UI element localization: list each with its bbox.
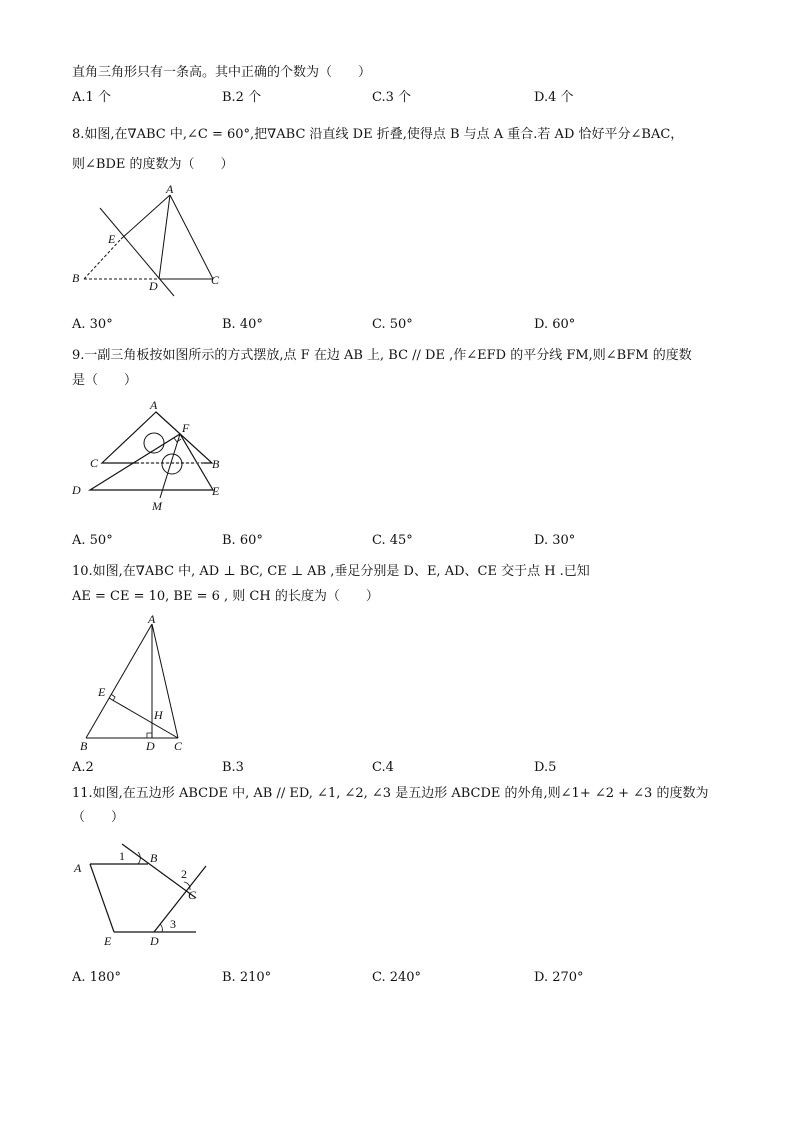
q9-label-c: C	[90, 456, 99, 470]
q9-option-c: C. 45°	[372, 533, 413, 548]
q9-option-b: B. 60°	[222, 533, 263, 548]
q10-label-e: E	[98, 685, 106, 699]
q9-option-a: A. 50°	[72, 533, 113, 548]
q8-stem-line2: 则∠BDE 的度数为（ ）	[72, 157, 234, 172]
q11-label-angle2: 2	[181, 867, 187, 881]
q8-option-c: C. 50°	[372, 317, 413, 332]
q8-label-c: C	[211, 273, 220, 287]
q10-stem-line2: AE = CE = 10, BE = 6 , 则 CH 的长度为（ ）	[72, 589, 379, 604]
q10-option-a: A.2	[72, 760, 94, 775]
q10-label-c: C	[174, 739, 183, 753]
q8-option-a: A. 30°	[72, 317, 113, 332]
q7-option-c: C.3 个	[372, 90, 412, 105]
q10-option-d: D.5	[534, 760, 557, 775]
q9-stem-line1: 9.一副三角板按如图所示的方式摆放,点 F 在边 AB 上, BC // DE ,作∠EFD 的平分线 FM,则∠BFM 的度数	[72, 348, 692, 363]
q11-stem-line1: 11.如图,在五边形 ABCDE 中, AB // ED, ∠1, ∠2, ∠3 是五边形 ABCDE 的外角,则∠1+ ∠2 + ∠3 的度数为	[72, 786, 709, 801]
q8-option-b: B. 40°	[222, 317, 263, 332]
q10-stem-line1: 10.如图,在∇ABC 中, AD ⊥ BC, CE ⊥ AB ,垂足分别是 D、E, AD、CE 交于点 H .已知	[72, 564, 590, 579]
q9-figure	[66, 394, 236, 516]
q11-label-e: E	[104, 934, 112, 948]
q11-option-a: A. 180°	[72, 970, 121, 985]
q9-label-d: D	[72, 483, 81, 497]
q11-label-angle3: 3	[170, 917, 176, 931]
q7-option-d: D.4 个	[534, 90, 574, 105]
q8-label-b: B	[72, 271, 80, 285]
q8-figure	[66, 182, 226, 302]
q11-label-c: C	[188, 888, 197, 902]
q9-label-a: A	[150, 398, 158, 412]
q11-figure	[66, 836, 216, 954]
q11-label-b: B	[150, 851, 158, 865]
q9-option-d: D. 30°	[534, 533, 576, 548]
q9-stem-line2: 是（ ）	[72, 373, 138, 388]
q10-figure	[72, 612, 202, 754]
q8-label-e: E	[108, 232, 116, 246]
q9-label-m: M	[152, 499, 162, 513]
q11-option-b: B. 210°	[222, 970, 272, 985]
q11-label-angle1: 1	[119, 849, 125, 863]
q10-label-a: A	[148, 612, 156, 626]
q9-label-b: B	[212, 457, 220, 471]
q11-option-c: C. 240°	[372, 970, 422, 985]
q8-option-d: D. 60°	[534, 317, 576, 332]
q11-label-d: D	[150, 934, 159, 948]
q9-label-e: E	[212, 484, 220, 498]
q11-option-d: D. 270°	[534, 970, 584, 985]
q10-option-b: B.3	[222, 760, 244, 775]
q10-label-h: H	[154, 708, 163, 722]
q8-label-d: D	[149, 279, 158, 293]
q8-stem-line1: 8.如图,在∇ABC 中,∠C = 60°,把∇ABC 沿直线 DE 折叠,使得点 B 与点 A 重合.若 AD 恰好平分∠BAC，	[72, 127, 684, 142]
q10-label-d: D	[146, 739, 155, 753]
q10-label-b: B	[80, 739, 88, 753]
q7-stem-tail: 直角三角形只有一条高。其中正确的个数为（ ）	[72, 65, 372, 80]
q8-label-a: A	[166, 182, 174, 196]
q9-label-f: F	[182, 421, 190, 435]
q10-option-c: C.4	[372, 760, 394, 775]
q11-label-a: A	[74, 861, 82, 875]
q7-option-b: B.2 个	[222, 90, 262, 105]
q11-stem-line2: （ ）	[72, 810, 125, 825]
q7-option-a: A.1 个	[72, 90, 111, 105]
